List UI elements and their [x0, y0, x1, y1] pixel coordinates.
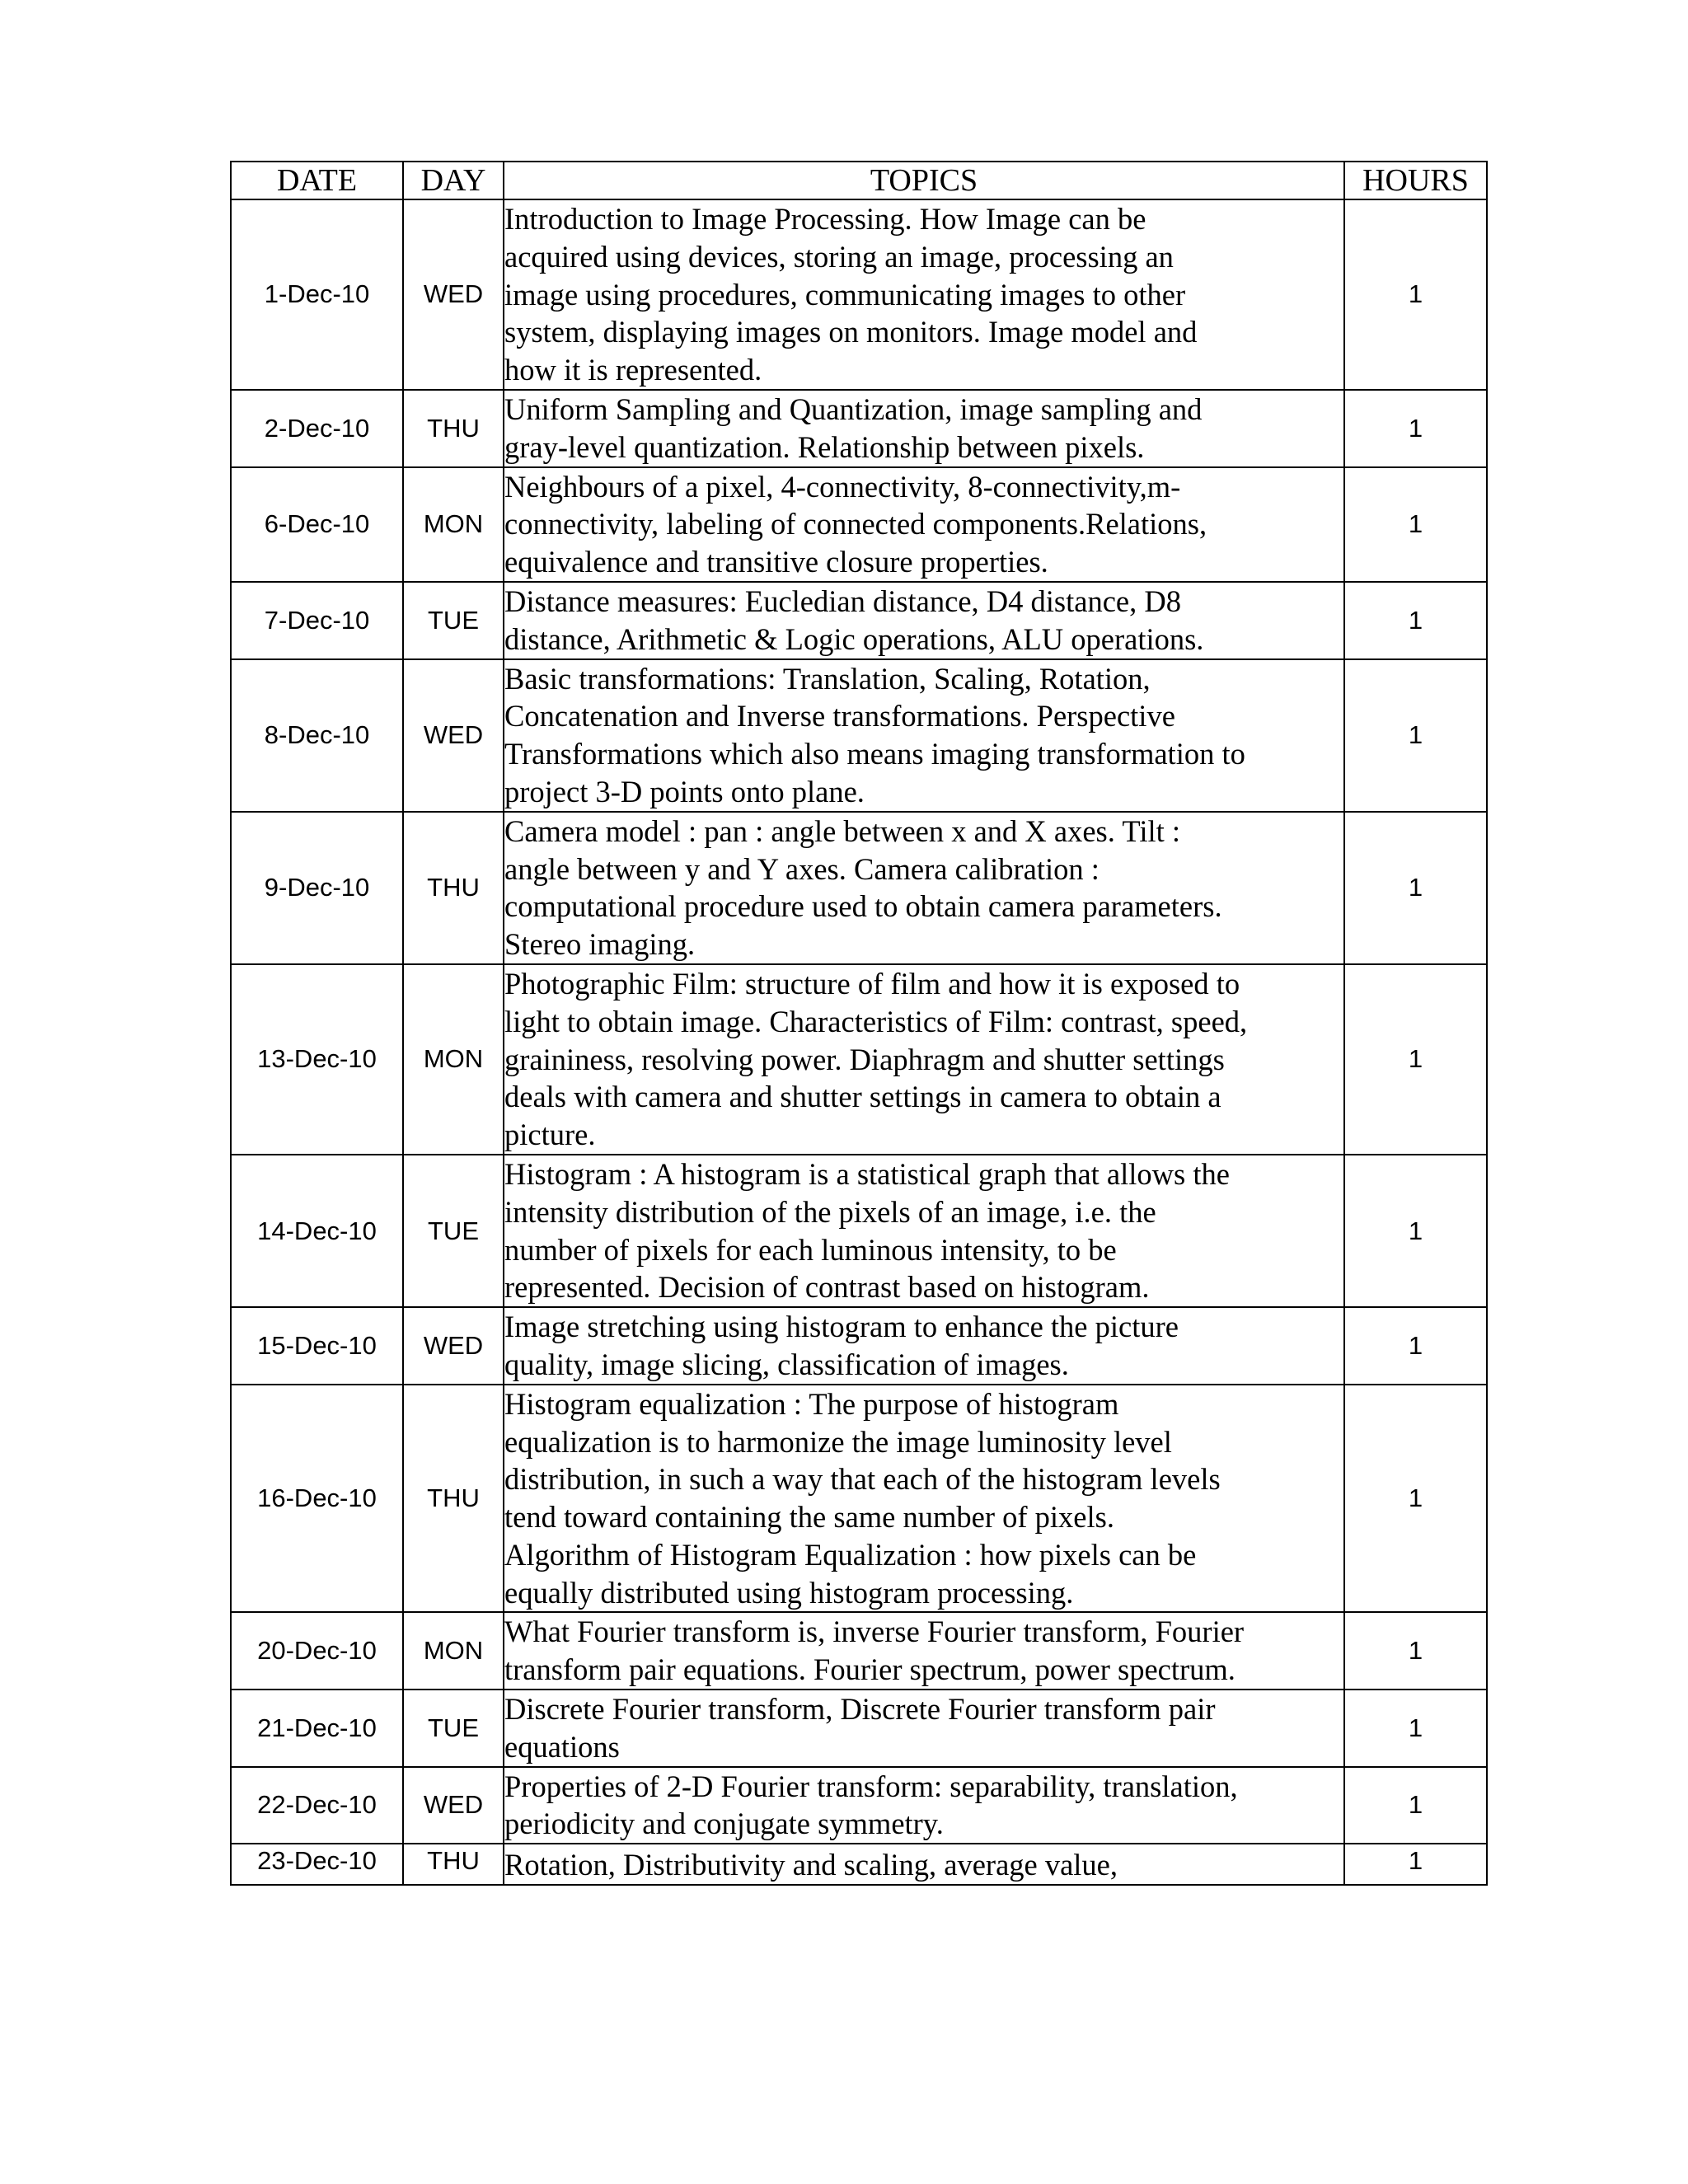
hours-cell: 1 [1344, 1690, 1487, 1767]
day-cell: WED [403, 1767, 504, 1844]
table-row [231, 964, 1487, 1155]
hours-cell: 1 [1344, 964, 1487, 1155]
hours-cell: 1 [1344, 199, 1487, 390]
hours-cell: 1 [1344, 1307, 1487, 1385]
hours-cell: 1 [1344, 1155, 1487, 1307]
date-cell: 1-Dec-10 [231, 199, 403, 390]
topic-cell: Properties of 2-D Fourier transform: separability, translation, periodicity and conjugate symmetry. [504, 1767, 1344, 1844]
date-cell: 8-Dec-10 [231, 659, 403, 812]
topic-cell: Histogram : A histogram is a statistical graph that allows the intensity distribution of the pixels of an image, i.e. the number of pixels for each luminous intensity, to be represented. Decision of contrast based on histogram. [504, 1155, 1344, 1307]
hours-cell: 1 [1344, 1612, 1487, 1690]
topic-cell: Introduction to Image Processing. How Image can be acquired using devices, storing an image, processing an image using procedures, communicating images to other system, displaying images on monitors. Image model and how it is represented. [504, 199, 1344, 390]
date-cell: 2-Dec-10 [231, 390, 403, 467]
hours-cell: 1 [1344, 1767, 1487, 1844]
day-cell: MON [403, 1612, 504, 1690]
table-row [231, 199, 1487, 390]
topic-cell: Basic transformations: Translation, Scaling, Rotation, Concatenation and Inverse transformations. Perspective Transformations which also means imaging transformation to project 3-D points onto plane. [504, 659, 1344, 812]
date-cell: 13-Dec-10 [231, 964, 403, 1155]
table-row [231, 1385, 1487, 1613]
topic-cell: Distance measures: Eucledian distance, D4 distance, D8 distance, Arithmetic & Logic operations, ALU operations. [504, 582, 1344, 659]
table-row [231, 582, 1487, 659]
table-row [231, 1612, 1487, 1690]
table-row [231, 1844, 1487, 1885]
table-row [231, 1767, 1487, 1844]
date-cell: 16-Dec-10 [231, 1385, 403, 1613]
topic-cell: Camera model : pan : angle between x and X axes. Tilt : angle between y and Y axes. Camera calibration : computational procedure used to obtain camera parameters. Stereo imaging. [504, 812, 1344, 964]
date-cell: 23-Dec-10 [231, 1844, 403, 1885]
date-cell: 22-Dec-10 [231, 1767, 403, 1844]
table-row [231, 390, 1487, 467]
date-cell: 6-Dec-10 [231, 467, 403, 582]
topic-cell: Discrete Fourier transform, Discrete Fourier transform pair equations [504, 1690, 1344, 1767]
topic-cell: What Fourier transform is, inverse Fourier transform, Fourier transform pair equations. Fourier spectrum, power spectrum. [504, 1612, 1344, 1690]
header-topics: TOPICS [504, 162, 1344, 199]
topic-cell: Photographic Film: structure of film and how it is exposed to light to obtain image. Characteristics of Film: contrast, speed, graininess, resolving power. Diaphragm and shutter settings deals with camera and shutter settings in camera to obtain a picture. [504, 964, 1344, 1155]
hours-cell: 1 [1344, 1844, 1487, 1885]
table-row [231, 812, 1487, 964]
date-cell: 21-Dec-10 [231, 1690, 403, 1767]
day-cell: THU [403, 390, 504, 467]
table-row [231, 659, 1487, 812]
day-cell: WED [403, 1307, 504, 1385]
day-cell: MON [403, 964, 504, 1155]
day-cell: THU [403, 1844, 504, 1885]
day-cell: THU [403, 1385, 504, 1613]
date-cell: 15-Dec-10 [231, 1307, 403, 1385]
hours-cell: 1 [1344, 467, 1487, 582]
table-row [231, 1690, 1487, 1767]
day-cell: TUE [403, 1690, 504, 1767]
day-cell: THU [403, 812, 504, 964]
hours-cell: 1 [1344, 812, 1487, 964]
hours-cell: 1 [1344, 582, 1487, 659]
header-day: DAY [403, 162, 504, 199]
day-cell: WED [403, 659, 504, 812]
table-row [231, 1307, 1487, 1385]
day-cell: TUE [403, 1155, 504, 1307]
table-row [231, 1155, 1487, 1307]
hours-cell: 1 [1344, 1385, 1487, 1613]
hours-cell: 1 [1344, 659, 1487, 812]
day-cell: TUE [403, 582, 504, 659]
day-cell: WED [403, 199, 504, 390]
header-hours: HOURS [1344, 162, 1487, 199]
table-row [231, 467, 1487, 582]
schedule-table [230, 161, 1488, 1886]
header-row [231, 162, 1487, 199]
date-cell: 14-Dec-10 [231, 1155, 403, 1307]
date-cell: 7-Dec-10 [231, 582, 403, 659]
day-cell: MON [403, 467, 504, 582]
topic-cell: Histogram equalization : The purpose of histogram equalization is to harmonize the image luminosity level distribution, in such a way that each of the histogram levels tend toward containing the same number of pixels. Algorithm of Histogram Equalization : how pixels can be equally distributed using histogram processing. [504, 1385, 1344, 1613]
hours-cell: 1 [1344, 390, 1487, 467]
date-cell: 9-Dec-10 [231, 812, 403, 964]
header-date: DATE [231, 162, 403, 199]
topic-cell: Uniform Sampling and Quantization, image sampling and gray-level quantization. Relationship between pixels. [504, 390, 1344, 467]
date-cell: 20-Dec-10 [231, 1612, 403, 1690]
topic-cell: Image stretching using histogram to enhance the picture quality, image slicing, classification of images. [504, 1307, 1344, 1385]
topic-cell: Neighbours of a pixel, 4-connectivity, 8-connectivity,m- connectivity, labeling of connected components.Relations, equivalence and transitive closure properties. [504, 467, 1344, 582]
topic-cell: Rotation, Distributivity and scaling, average value, [504, 1844, 1344, 1885]
